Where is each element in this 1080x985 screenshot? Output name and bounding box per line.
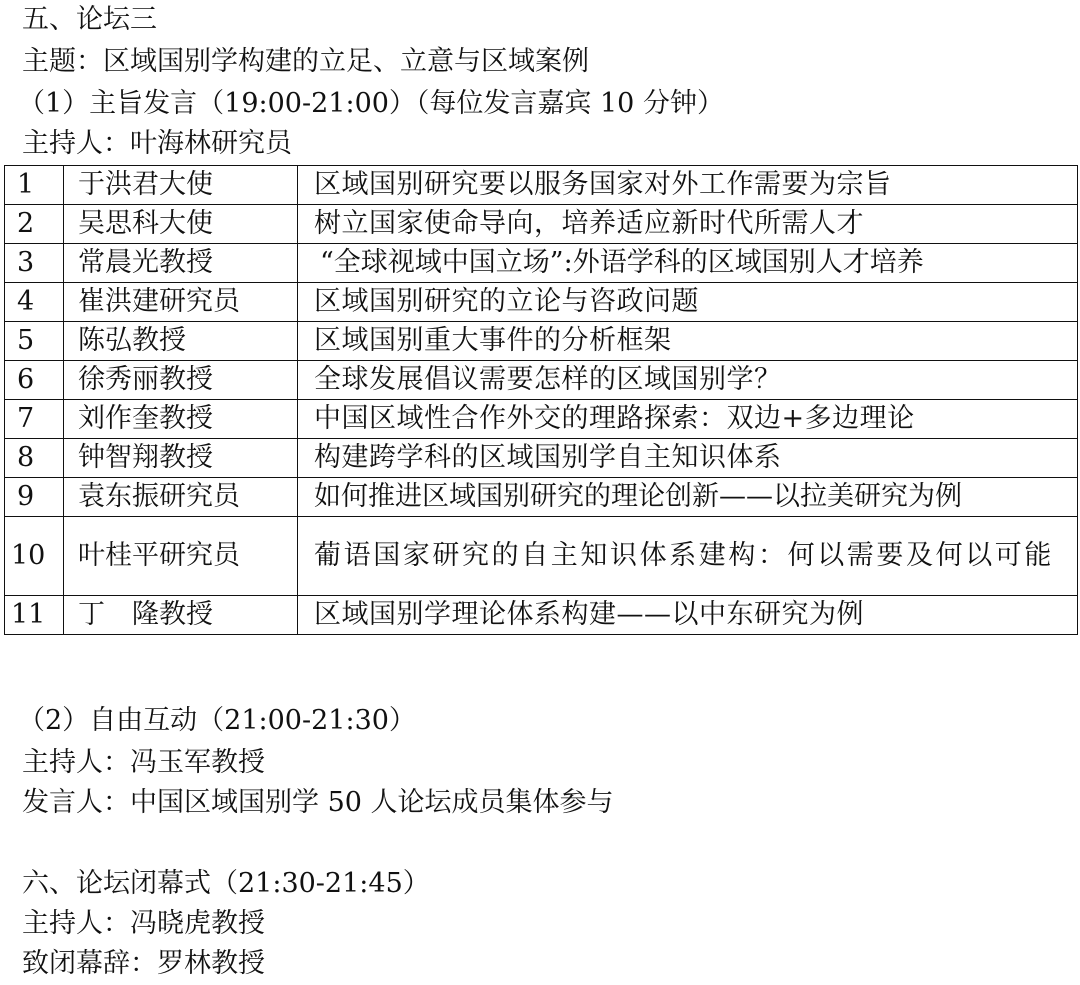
forum3-heading: 五、论坛三	[22, 4, 157, 35]
speaker-topic: 全球发展倡议需要怎样的区域国别学？	[298, 361, 1078, 400]
speaker-topic: 葡语国家研究的自主知识体系建构：何以需要及何以可能	[298, 517, 1078, 596]
speaker-name: 钟智翔教授	[64, 439, 298, 478]
session1-title: （1）主旨发言（19:00-21:00）（每位发言嘉宾 10 分钟）	[18, 88, 724, 119]
table-row	[5, 478, 1078, 517]
speaker-topic: “全球视域中国立场”:外语学科的区域国别人才培养	[298, 244, 1078, 283]
speaker-name: 吴思科大使	[64, 205, 298, 244]
table-row	[5, 439, 1078, 478]
speaker-number: 2	[5, 205, 64, 244]
speaker-number: 1	[5, 166, 64, 205]
speaker-topic: 如何推进区域国别研究的理论创新——以拉美研究为例	[298, 478, 1078, 517]
closing-speech: 致闭幕辞：罗林教授	[22, 948, 265, 979]
speaker-number: 11	[5, 596, 64, 635]
speaker-number: 7	[5, 400, 64, 439]
speaker-topic: 区域国别重大事件的分析框架	[298, 322, 1078, 361]
speaker-topic: 区域国别研究要以服务国家对外工作需要为宗旨	[298, 166, 1078, 205]
table-row	[5, 322, 1078, 361]
speaker-number: 5	[5, 322, 64, 361]
session2-speakers: 发言人：中国区域国别学 50 人论坛成员集体参与	[22, 787, 614, 818]
speaker-topic: 树立国家使命导向，培养适应新时代所需人才	[298, 205, 1078, 244]
speaker-topic: 中国区域性合作外交的理路探索：双边+多边理论	[298, 400, 1078, 439]
table-row	[5, 596, 1078, 635]
speaker-number: 3	[5, 244, 64, 283]
speaker-topic: 区域国别研究的立论与咨政问题	[298, 283, 1078, 322]
speaker-number: 9	[5, 478, 64, 517]
speaker-table	[4, 165, 1078, 635]
speaker-name: 叶桂平研究员	[64, 517, 298, 596]
closing-heading: 六、论坛闭幕式（21:30-21:45）	[22, 868, 430, 899]
forum3-theme: 主题：区域国别学构建的立足、立意与区域案例	[22, 46, 589, 77]
table-row	[5, 166, 1078, 205]
speaker-name: 丁 隆教授	[64, 596, 298, 635]
speaker-name: 常晨光教授	[64, 244, 298, 283]
table-row	[5, 283, 1078, 322]
speaker-topic: 构建跨学科的区域国别学自主知识体系	[298, 439, 1078, 478]
speaker-name: 徐秀丽教授	[64, 361, 298, 400]
speaker-name: 崔洪建研究员	[64, 283, 298, 322]
session1-host: 主持人：叶海林研究员	[22, 128, 292, 159]
table-row	[5, 400, 1078, 439]
session2-title: （2）自由互动（21:00-21:30）	[18, 705, 416, 736]
speaker-name: 陈弘教授	[64, 322, 298, 361]
table-row	[5, 244, 1078, 283]
speaker-number: 8	[5, 439, 64, 478]
speaker-number: 4	[5, 283, 64, 322]
session2-host: 主持人：冯玉军教授	[22, 747, 265, 778]
speaker-name: 刘作奎教授	[64, 400, 298, 439]
table-row	[5, 517, 1078, 596]
table-row	[5, 361, 1078, 400]
closing-host: 主持人：冯晓虎教授	[22, 908, 265, 939]
speaker-name: 于洪君大使	[64, 166, 298, 205]
speaker-number: 10	[5, 517, 64, 596]
table-row	[5, 205, 1078, 244]
speaker-name: 袁东振研究员	[64, 478, 298, 517]
speaker-topic: 区域国别学理论体系构建——以中东研究为例	[298, 596, 1078, 635]
speaker-number: 6	[5, 361, 64, 400]
